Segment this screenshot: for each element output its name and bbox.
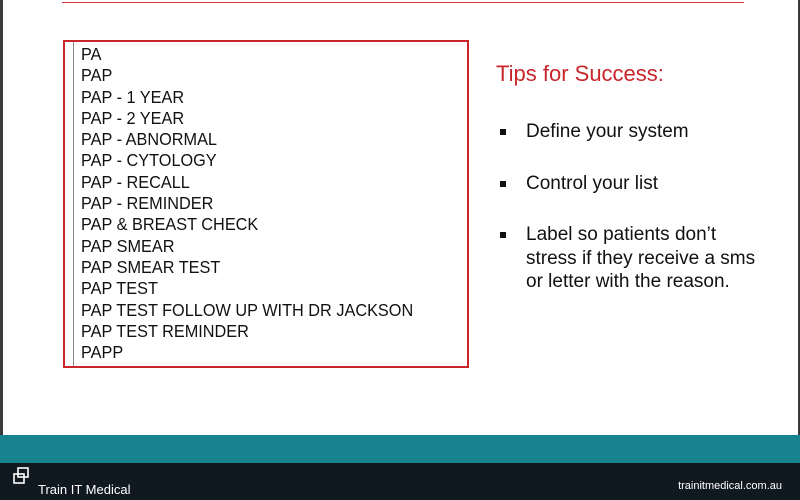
list-item[interactable]: PA — [81, 44, 102, 64]
list-item[interactable]: PAPP — [81, 342, 124, 363]
tip-text: Label so patients don’t stress if they receive a sms or letter with the reason. — [526, 224, 756, 292]
reason-list-screenshot — [63, 40, 469, 368]
tip-item — [497, 223, 767, 294]
square-bullet-icon — [500, 181, 506, 187]
tip-item — [497, 120, 767, 144]
square-bullet-icon — [500, 232, 506, 238]
tips-list — [497, 120, 767, 294]
reason-list-panel — [73, 42, 467, 366]
list-item[interactable]: PAP - REMINDER — [81, 193, 214, 214]
list-item[interactable]: PAP SMEAR — [81, 235, 175, 256]
list-item[interactable]: PAP TEST FOLLOW UP WITH DR JACKSON — [81, 299, 414, 320]
list-item[interactable]: PAP - RECALL — [81, 171, 190, 192]
tip-text: Control your list — [526, 172, 658, 194]
tip-text: Define your system — [526, 121, 689, 142]
list-item[interactable]: PAP - 1 YEAR — [81, 86, 185, 107]
list-item[interactable]: PAP - 2 YEAR — [81, 107, 185, 128]
list-item[interactable]: PAP - ABNORMAL — [81, 129, 217, 150]
list-item[interactable]: PAP - CYTOLOGY — [81, 150, 217, 171]
tips-title: Tips for Success: — [496, 61, 664, 86]
header-divider — [62, 2, 744, 3]
list-item[interactable]: PAP TEST REMINDER — [81, 320, 249, 341]
list-item[interactable]: PAP & BREAST CHECK — [81, 214, 259, 235]
train-it-medical-logo-icon — [12, 467, 34, 487]
list-item[interactable]: PAP SMEAR TEST — [81, 256, 221, 277]
tip-item — [497, 172, 767, 196]
reason-list — [74, 42, 467, 363]
footer-accent-band — [0, 435, 800, 463]
list-item[interactable]: PAP — [81, 65, 113, 86]
square-bullet-icon — [500, 129, 506, 135]
list-item[interactable]: PAP TEST — [81, 278, 158, 299]
brand-name: Train IT Medical — [38, 482, 131, 497]
footer-url-link[interactable]: trainitmedical.com.au — [678, 480, 782, 492]
slide-left-border — [0, 0, 3, 435]
